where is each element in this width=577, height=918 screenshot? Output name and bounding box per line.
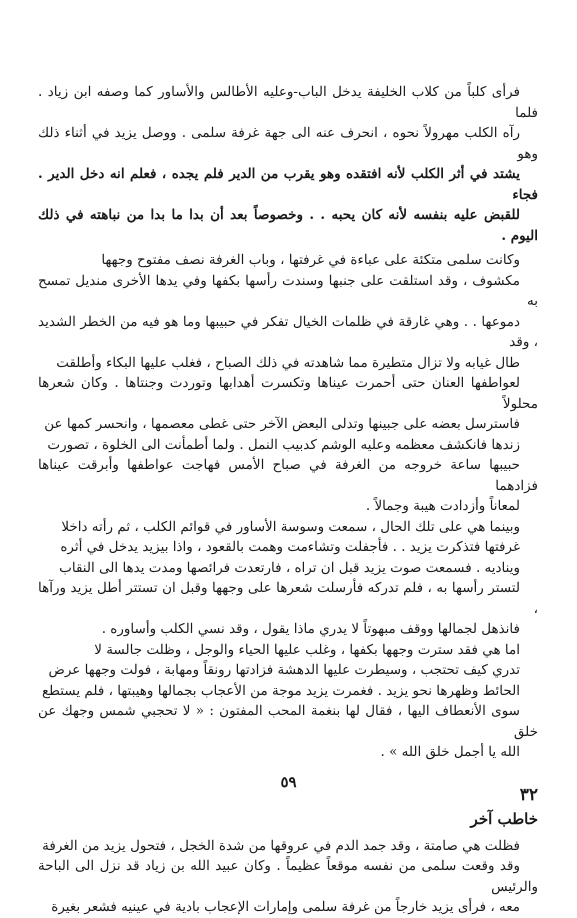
text-line: لعواطفها العنان حتى أحمرت عيناها وتكسرت أهدابها وتوردت وجنتاها . وكان شعرها محلولاً bbox=[38, 375, 538, 412]
paragraph-1 bbox=[38, 82, 538, 246]
text-line: ويناديه . فسمعت صوت يزيد قبل ان تراه ، فارتعدت فرائصها ومدت يدها الى النقاب bbox=[59, 559, 520, 576]
page-number: ٥٩ bbox=[280, 773, 297, 791]
text-line: معه ، فرأى يزيد خارجاً من غرفة سلمى وإمارات الإعجاب بادية في عينيه فشعر بغيرة bbox=[51, 899, 520, 915]
text-line: وكانت سلمى متكئة على عباءة في غرفتها ، وباب الغرفة نصف مفتوح وجهها bbox=[101, 252, 520, 268]
text-line: حبيبها ساعة خروجه من الغرفة في صباح الأمس فهاجت عواطفها وأبرقت عيناها فزادهما bbox=[38, 457, 538, 494]
text-line: تدري كيف تحتجب ، وسيطرت عليها الدهشة فزادتها رونقاً ومهابة ، فولت وجهها عرض bbox=[48, 662, 520, 678]
text-line: وقد وقعت سلمى من نفسه موقعاً عظيماً . وكان عبيد الله بن زياد قد نزل الى الباحة والرئيس bbox=[38, 858, 538, 895]
text-line: مكشوف ، وقد استلقت على جنبها وسندت رأسها بكفها وفي يدها الأخرى منديل تمسح به bbox=[38, 272, 538, 309]
chapter-title: خاطب آخر bbox=[470, 810, 538, 828]
text-line: زندها فانكشف معظمه وعليه الوشم كدبيب النمل . ولما أطمأنت الى الخلوة ، تصورت bbox=[47, 436, 520, 453]
text-line: طال غيابه ولا تزال متطيرة مما شاهدته في ذلك الصباح ، فغلب عليها البكاء وأطلقت bbox=[56, 354, 520, 371]
text-line: الله يا أجمل خلق الله » . bbox=[380, 744, 520, 760]
text-line: فظلت هي صامتة ، وقد جمد الدم في عروقها من شدة الخجل ، فتحول يزيد من الغرفة bbox=[42, 837, 520, 854]
text-line: وبينما هي على تلك الحال ، سمعت وسوسة الأساور في قوائم الكلب ، ثم رأته داخلا bbox=[61, 518, 520, 535]
paragraph-3 bbox=[38, 517, 538, 640]
text-line: الحائط وظهرها نحو يزيد . فغمرت يزيد موجة من الأعجاب بجمالها وهيبتها ، فلم يستطع bbox=[41, 682, 520, 699]
paragraph-4 bbox=[38, 640, 538, 763]
text-line: فاسترسل بعضه على جبينها وتدلى البعض الآخر حتى غطى معصمها ، وانحسر كمها عن bbox=[44, 416, 520, 432]
chapter-number: ٣٢ bbox=[519, 784, 538, 805]
text-line: دموعها . . وهي غارقة في ظلمات الخيال تفكر في حبيبها وما هو فيه من الخطر الشديد ، وقد bbox=[38, 313, 538, 350]
text-line: لمعاناً وأزدادت هيبة وجمالاً . bbox=[365, 498, 520, 514]
text-line: غرفتها فتذكرت يزيد . . فأجفلت وتشاءمت وهمت بالقعود ، واذا بيزيد يدخل في أثره bbox=[60, 539, 520, 555]
text-line: فانذهل لجمالها ووقف مبهوتاً لا يدري ماذا يقول ، وقد نسي الكلب وأساوره . bbox=[101, 621, 520, 637]
text-line: اما هي فقد سترت وجهها بكفها ، وغلب عليها الحياء والوجل ، وظلت جالسة لا bbox=[94, 641, 520, 658]
main-text bbox=[38, 82, 538, 918]
text-line: فرأى كلباً من كلاب الخليفة يدخل الباب-وعليه الأطالس والأساور كما وصفه ابن زياد . فلما bbox=[38, 84, 538, 121]
text-line: سوى الأنعطاف اليها ، فقال لها بنغمة المحب المفتون : « لا تحجبي شمس وجهك عن خلق bbox=[38, 703, 538, 740]
text-line: لتستر رأسها به ، فلم تدركه فأرسلت شعرها على وجهها وقبل ان تستتر أطل يزيد ورآها ، bbox=[38, 580, 538, 617]
text-line: يشتد في أثر الكلب لأنه افتقده وهو يقرب من الدير فلم يجده ، فعلم انه دخل الدير . فجاء bbox=[38, 166, 538, 203]
paragraph-2 bbox=[38, 250, 538, 517]
text-line: للقبض عليه بنفسه لأنه كان يحبه . . وخصوصاً بعد أن بدا ما بدا من نباهته في ذلك اليوم . bbox=[38, 207, 538, 244]
text-line: رآه الكلب مهرولاً نحوه ، انحرف عنه الى جهة غرفة سلمى . ووصل يزيد في أثناء ذلك وهو bbox=[38, 125, 538, 162]
